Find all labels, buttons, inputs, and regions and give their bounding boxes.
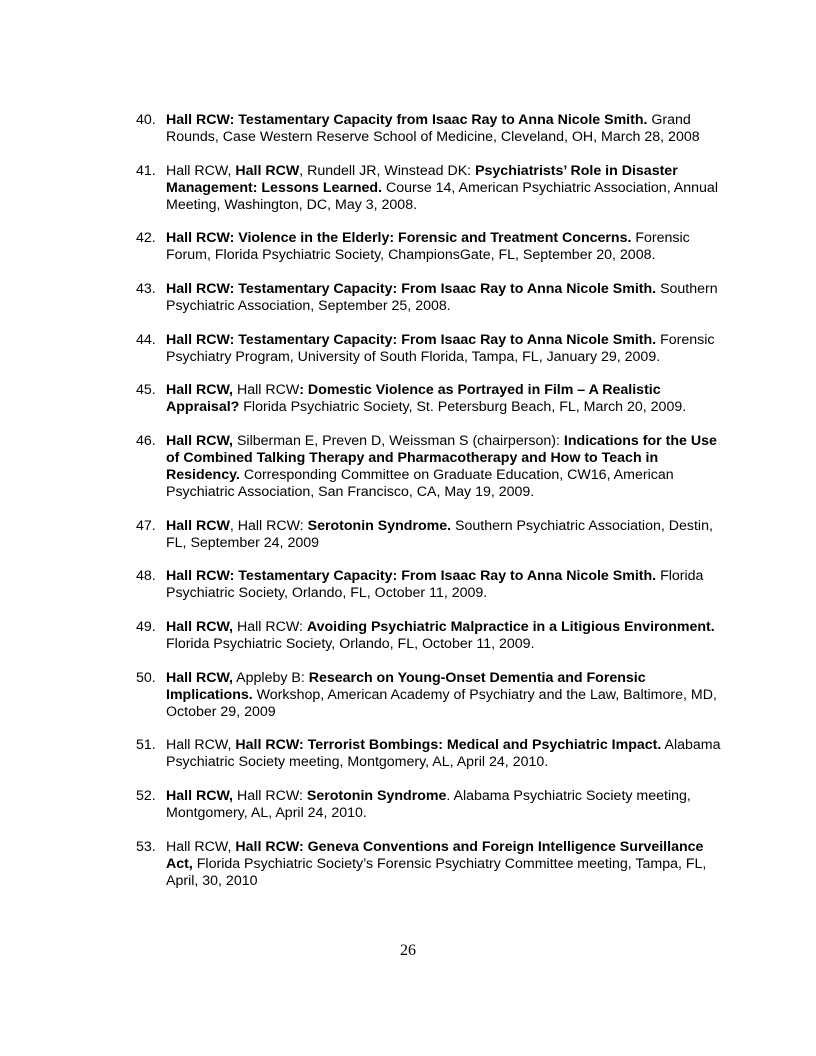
bold-text-run: Hall RCW, [166,788,234,805]
list-item-number: 46. [136,433,156,450]
bold-text-run: Research on Young-Onset Dementia and Forensic Implications. [166,669,646,703]
list-item-text [166,112,726,146]
bold-text-run: Hall RCW, [166,619,234,636]
text-run: Florida Psychiatric Society’s Forensic Psychiatry Committee meeting, Tampa, FL, April, 30, 2010 [166,855,707,889]
text-run: Hall RCW [233,382,300,399]
bold-text-run: Hall RCW [166,517,230,534]
text-run: Hall RCW, [166,162,236,179]
list-item-text [166,839,726,890]
text-run: Forensic Forum, Florida Psychiatric Society, ChampionsGate, FL, September 20, 2008. [166,230,690,264]
bold-text-run: Hall RCW: Terrorist Bombings: Medical and Psychiatric Impact. [235,737,662,754]
text-run: Alabama Psychiatric Society meeting, Montgomery, AL, April 24, 2010. [166,737,721,771]
list-item-number: 41. [136,162,156,179]
page-number: 26 [400,942,416,959]
list-item-number: 49. [136,619,156,636]
list-item-text [166,619,726,653]
list-item-text [166,332,726,366]
text-run: , Rundell JR, Winstead DK: [299,162,476,179]
presentation-list [136,112,726,906]
list-item [136,112,726,146]
list-item-text [166,433,726,501]
text-run: Corresponding Committee on Graduate Education, CW16, American Psychiatric Association, San Francisco, CA, May 19, 2009. [166,466,674,500]
list-item [136,788,726,822]
text-run: Florida Psychiatric Society, Orlando, FL, October 11, 2009. [166,635,535,652]
bold-text-run: Hall RCW: Testamentary Capacity: From Isaac Ray to Anna Nicole Smith. [166,281,657,298]
list-item-text [166,670,726,721]
list-item-text [166,382,726,416]
bold-text-run: Serotonin Syndrome [306,788,447,805]
text-run: Silberman E, Preven D, Weissman S (chairperson): [233,433,564,450]
list-item-number: 53. [136,838,156,855]
list-item-number: 51. [136,737,156,754]
list-item-text [166,737,726,771]
bold-text-run: Hall RCW, [166,433,234,450]
list-item [136,839,726,890]
text-run: Appleby B: [233,669,309,686]
list-item-number: 52. [136,788,156,805]
list-item-text [166,518,726,552]
list-item-text [166,788,726,822]
text-run: Florida Psychiatric Society, St. Petersburg Beach, FL, March 20, 2009. [239,399,687,416]
text-run: Southern Psychiatric Association, Destin, FL, September 24, 2009 [166,517,713,551]
list-item [136,518,726,552]
bold-text-run: Psychiatrists’ Role in Disaster Management: Lessons Learned. [166,162,678,196]
list-item-text [166,230,726,264]
bold-text-run: Hall RCW [235,162,300,179]
list-item-number: 43. [136,281,156,298]
list-item [136,281,726,315]
text-run: Workshop, American Academy of Psychiatry and the Law, Baltimore, MD, October 29, 2009 [166,686,717,720]
list-item-number: 50. [136,669,156,686]
text-run: Southern Psychiatric Association, September 25, 2008. [166,281,718,314]
text-run: Florida Psychiatric Society, Orlando, FL, October 11, 2009. [166,568,704,602]
text-run: . Alabama Psychiatric Society meeting, Montgomery, AL, April 24, 2010. [166,788,691,821]
bold-text-run: : Domestic Violence as Portrayed in Film – A Realistic Appraisal? [166,382,661,416]
text-run: Grand Rounds, Case Western Reserve School of Medicine, Cleveland, OH, March 28, 2008 [166,112,700,145]
list-item [136,382,726,416]
bold-text-run: Avoiding Psychiatric Malpractice in a Litigious Environment. [306,619,715,636]
list-item-number: 48. [136,568,156,585]
list-item [136,670,726,721]
list-item-number: 47. [136,517,156,534]
list-item [136,568,726,602]
list-item-text [166,568,726,602]
bold-text-run: Hall RCW: Testamentary Capacity: From Isaac Ray to Anna Nicole Smith. [166,331,657,348]
list-item-number: 40. [136,112,156,128]
bold-text-run: Hall RCW: Geneva Conventions and Foreign Intelligence Surveillance Act, [166,838,704,872]
text-run: Hall RCW, [166,838,236,855]
bold-text-run: Hall RCW: Testamentary Capacity: From Isaac Ray to Anna Nicole Smith. [166,568,657,585]
bold-text-run: Serotonin Syndrome. [307,517,452,534]
list-item-number: 44. [136,331,156,348]
text-run: Forensic Psychiatry Program, University of South Florida, Tampa, FL, January 29, 2009. [166,331,715,365]
list-item [136,163,726,214]
list-item [136,433,726,501]
list-item-text [166,281,726,315]
text-run: , Hall RCW: [229,517,308,534]
list-item-number: 45. [136,382,156,399]
bold-text-run: Hall RCW, [166,382,234,399]
bold-text-run: Hall RCW: Testamentary Capacity from Isaac Ray to Anna Nicole Smith. [166,112,648,128]
list-item-number: 42. [136,230,156,247]
bold-text-run: Hall RCW, [166,669,234,686]
list-item [136,332,726,366]
list-item-text [166,163,726,214]
bold-text-run: Hall RCW: Violence in the Elderly: Forensic and Treatment Concerns. [166,230,632,247]
bold-text-run: Indications for the Use of Combined Talking Therapy and Pharmacotherapy and How to Teach in Residency. [166,433,717,483]
text-run: Course 14, American Psychiatric Association, Annual Meeting, Washington, DC, May 3, 2008. [166,179,718,213]
text-run: Hall RCW: [233,619,307,636]
list-item [136,737,726,771]
text-run: Hall RCW, [166,737,236,754]
list-item [136,230,726,264]
list-item [136,619,726,653]
text-run: Hall RCW: [233,788,307,805]
